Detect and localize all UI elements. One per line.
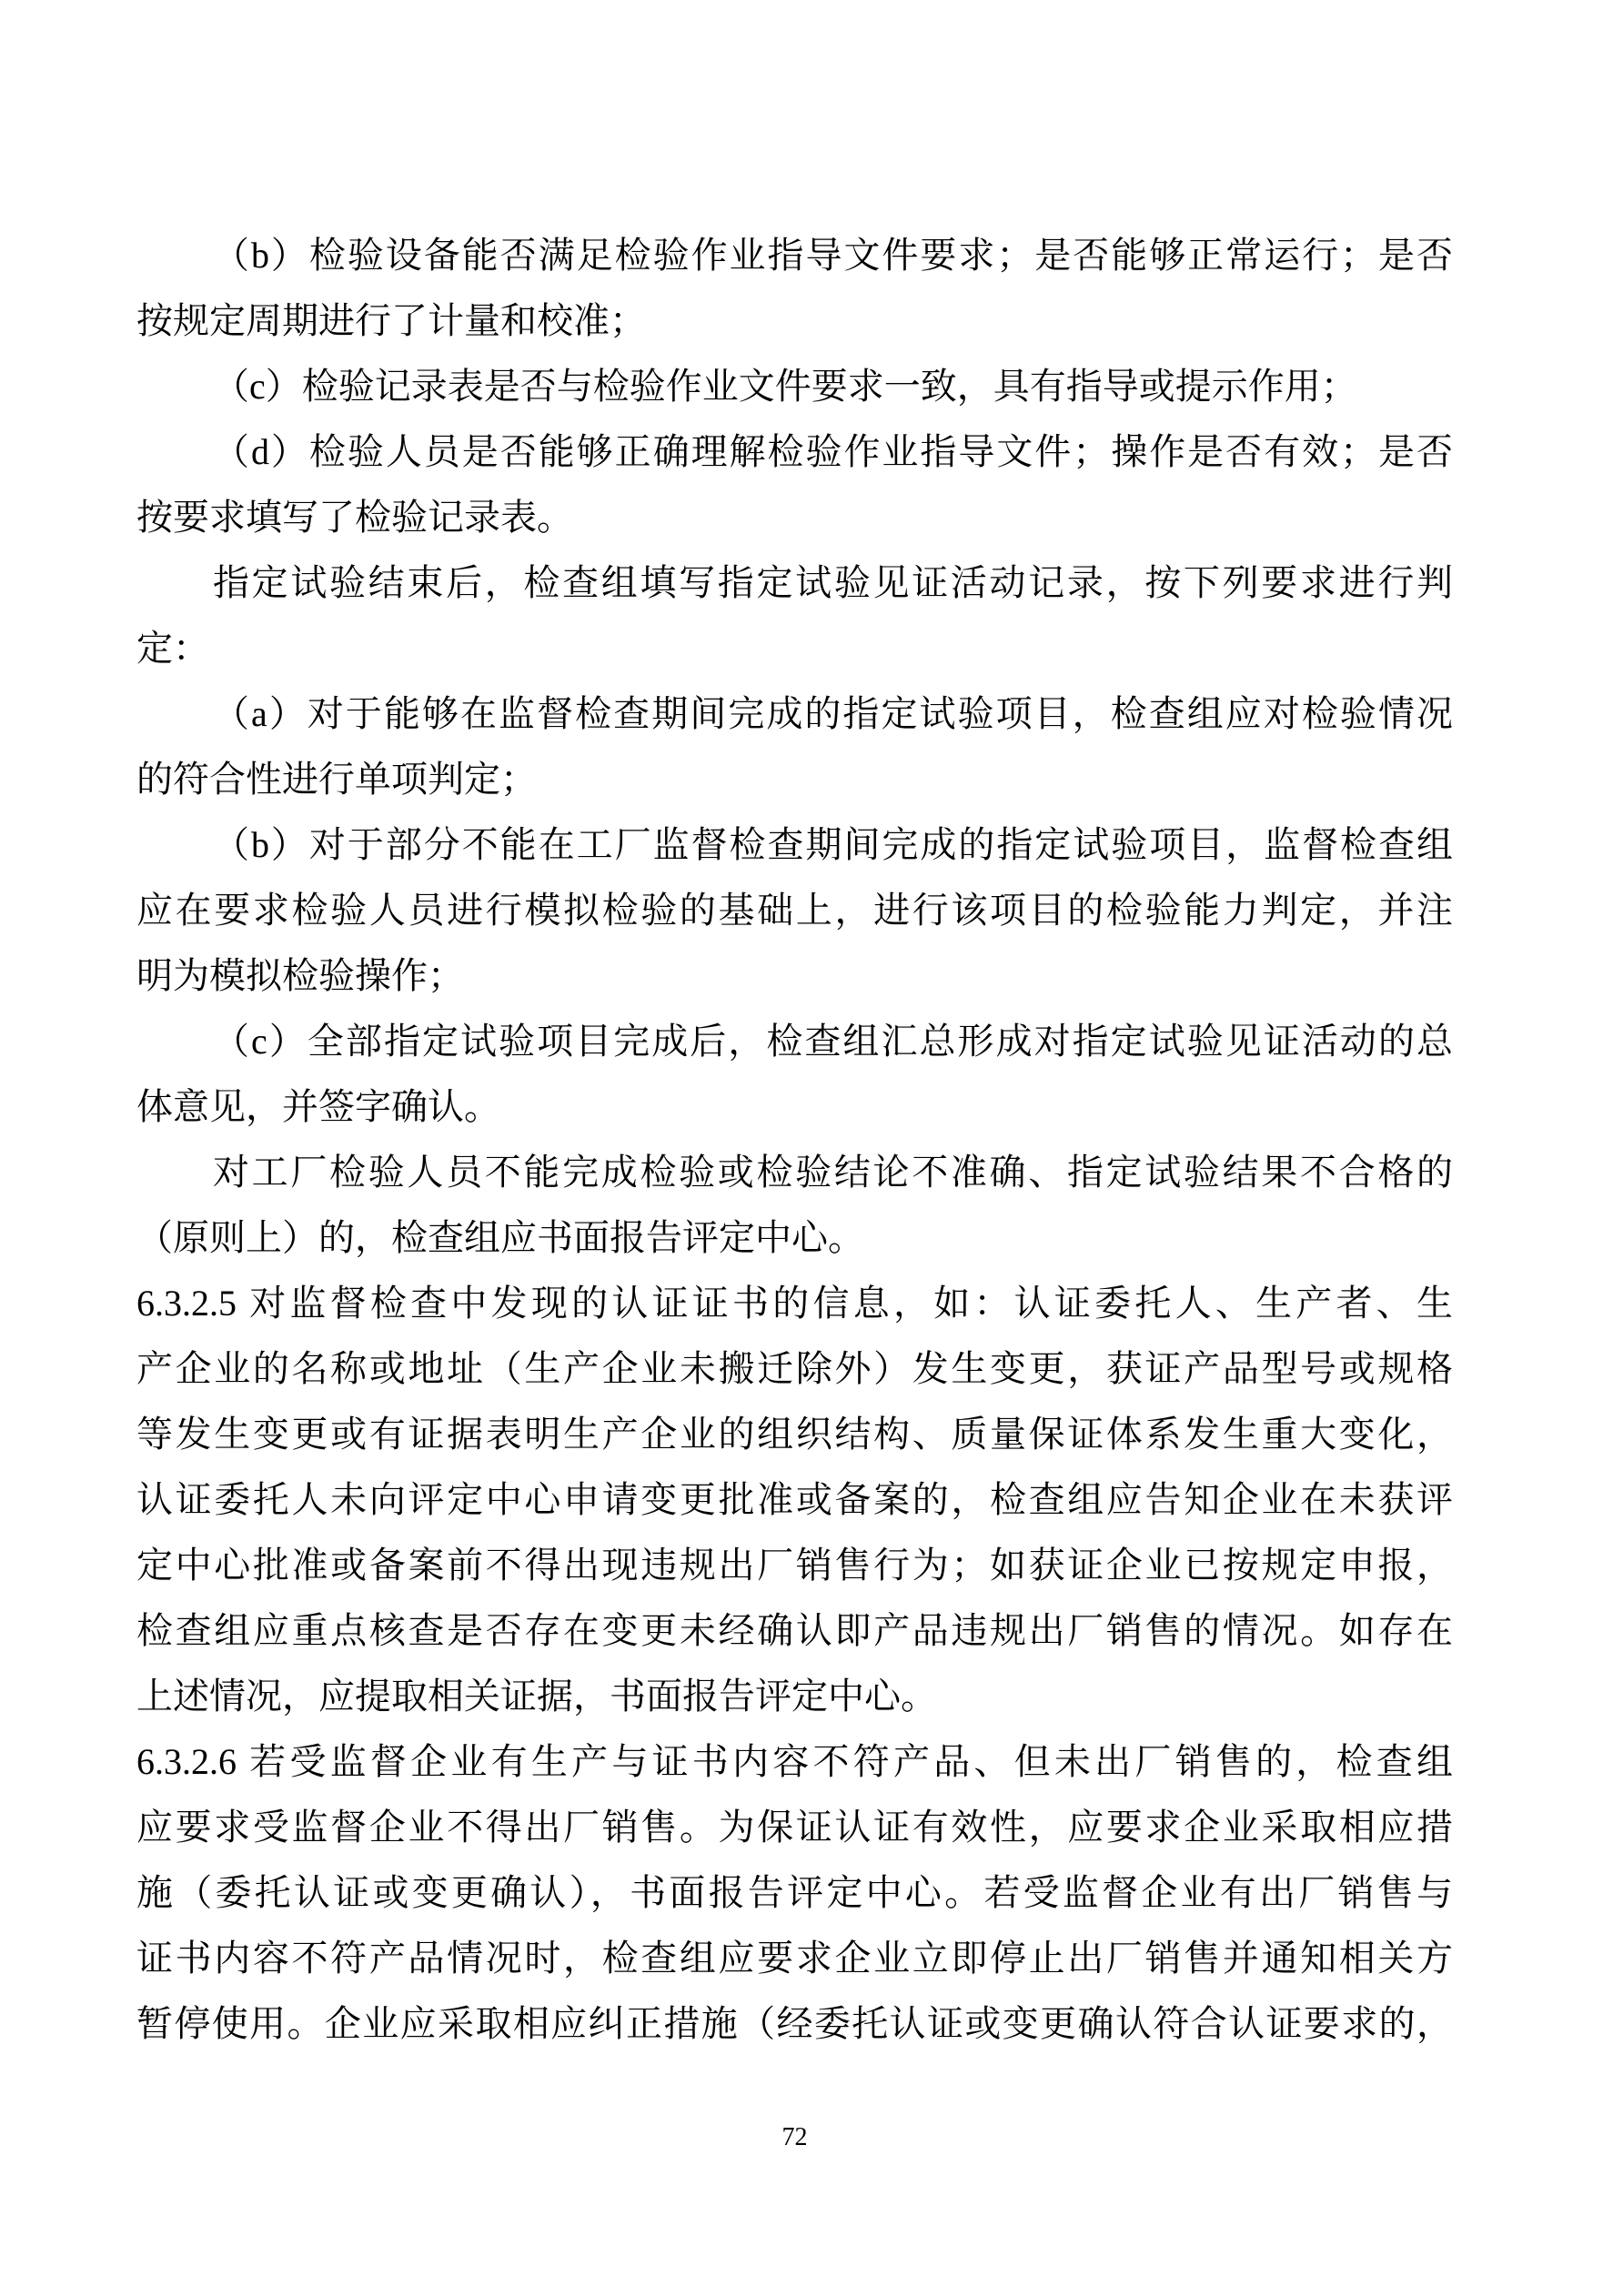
text-line: 等发生变更或有证据表明生产企业的组织结构、质量保证体系发生重大变化， xyxy=(136,1414,1453,1455)
text-line: 明为模拟检验操作； xyxy=(136,955,464,996)
text-line: 6.3.2.6 若受监督企业有生产与证书内容不符产品、但未出厂销售的，检查组 xyxy=(136,1741,1453,1782)
text-line: 上述情况，应提取相关证据，书面报告评定中心。 xyxy=(136,1676,937,1717)
text-line: 应在要求检验人员进行模拟检验的基础上，进行该项目的检验能力判定，并注 xyxy=(136,890,1453,931)
text-line: 按要求填写了检验记录表。 xyxy=(136,497,573,538)
document-body xyxy=(136,223,1453,2057)
text-line: （a）对于能够在监督检查期间完成的指定试验项目，检查组应对检验情况 xyxy=(213,693,1453,734)
text-line: 6.3.2.5 对监督检查中发现的认证证书的信息，如：认证委托人、生产者、生 xyxy=(136,1283,1453,1324)
text-line: 证书内容不符产品情况时，检查组应要求企业立即停止出厂销售并通知相关方 xyxy=(136,1938,1453,1979)
text-line: 的符合性进行单项判定； xyxy=(136,759,537,800)
text-line: （b）检验设备能否满足检验作业指导文件要求；是否能够正常运行；是否 xyxy=(213,235,1453,276)
text-line: 检查组应重点核查是否存在变更未经确认即产品违规出厂销售的情况。如存在 xyxy=(136,1610,1453,1651)
text-line: 产企业的名称或地址（生产企业未搬迁除外）发生变更，获证产品型号或规格 xyxy=(136,1348,1453,1389)
text-line: 认证委托人未向评定中心申请变更批准或备案的，检查组应告知企业在未获评 xyxy=(136,1479,1453,1520)
text-line: 施（委托认证或变更确认），书面报告评定中心。若受监督企业有出厂销售与 xyxy=(136,1872,1453,1913)
text-line: 对工厂检验人员不能完成检验或检验结论不准确、指定试验结果不合格的 xyxy=(213,1152,1453,1193)
text-line: （b）对于部分不能在工厂监督检查期间完成的指定试验项目，监督检查组 xyxy=(213,824,1453,865)
text-line: （c）检验记录表是否与检验作业文件要求一致，具有指导或提示作用； xyxy=(213,366,1357,407)
page-number: 72 xyxy=(781,2123,808,2151)
text-line: 定中心批准或备案前不得出现违规出厂销售行为；如获证企业已按规定申报， xyxy=(136,1545,1453,1586)
text-line: 应要求受监督企业不得出厂销售。为保证认证有效性，应要求企业采取相应措 xyxy=(136,1807,1453,1848)
text-line: 定： xyxy=(136,628,209,669)
text-line: （d）检验人员是否能够正确理解检验作业指导文件；操作是否有效；是否 xyxy=(213,431,1453,472)
text-line: 暂停使用。企业应采取相应纠正措施（经委托认证或变更确认符合认证要求的， xyxy=(136,2003,1453,2044)
text-line: 体意见，并签字确认。 xyxy=(136,1086,500,1127)
text-line: （c）全部指定试验项目完成后，检查组汇总形成对指定试验见证活动的总 xyxy=(213,1021,1453,1062)
text-line: 指定试验结束后，检查组填写指定试验见证活动记录，按下列要求进行判 xyxy=(213,562,1453,603)
text-line: 按规定周期进行了计量和校准； xyxy=(136,300,646,341)
text-line: （原则上）的，检查组应书面报告评定中心。 xyxy=(136,1217,864,1258)
